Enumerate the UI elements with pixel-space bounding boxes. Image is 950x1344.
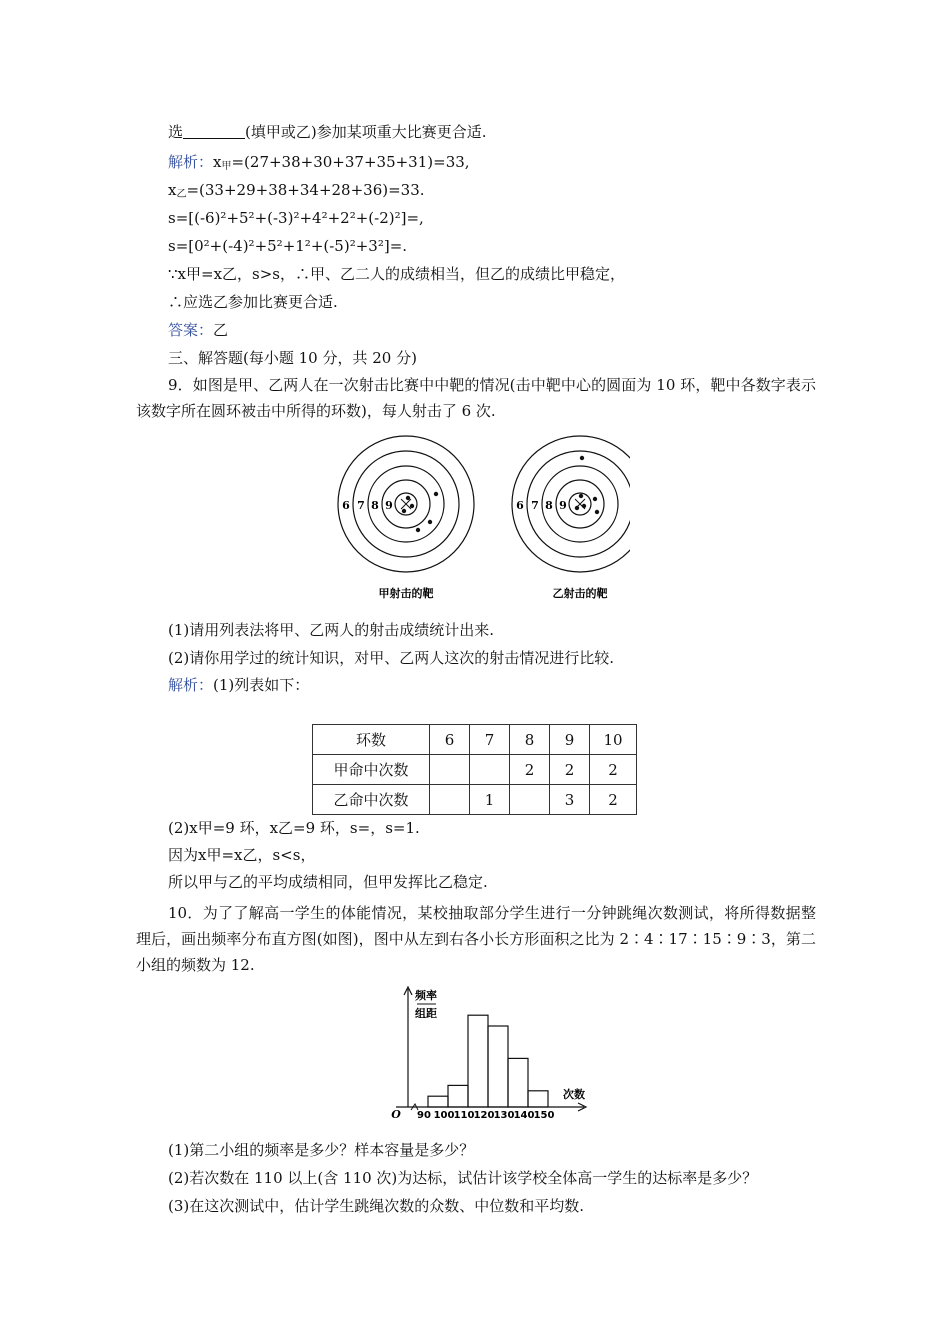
target-a xyxy=(338,436,474,572)
score-table xyxy=(312,724,637,815)
ring-label-7: 7 xyxy=(531,499,539,512)
ring-label-8: 8 xyxy=(545,499,553,512)
ring-label-9: 9 xyxy=(385,499,393,512)
histogram-bar-120-130 xyxy=(488,1026,508,1107)
table-cell: 2 xyxy=(590,785,637,815)
histogram-bar-90-100 xyxy=(428,1096,448,1107)
hit-point xyxy=(406,496,410,500)
line-compare: ∵x甲=x乙，s>s，∴甲、乙二人的成绩相当，但乙的成绩比甲稳定， xyxy=(168,265,625,283)
q10-sub2: (2)若次数在 110 以上(含 110 次)为达标，试估计该学校全体高一学生的达标率是多少？ xyxy=(168,1169,758,1187)
solution-text: (1)列表如下： xyxy=(213,676,310,694)
answer-value: 乙 xyxy=(213,321,229,339)
q9-ans3: 因为x甲=x乙，s<s， xyxy=(168,846,316,864)
mean-subscript: 甲 xyxy=(221,161,232,172)
hit-point xyxy=(582,504,586,508)
table-cell: 2 xyxy=(550,755,590,785)
x-tick-label: 130 xyxy=(493,1110,515,1120)
line-mean-b xyxy=(168,180,425,205)
y-label-bottom: 组距 xyxy=(415,1007,437,1020)
text-fill-hint: (填甲或乙)参加某项重大比赛更合适. xyxy=(245,123,487,141)
table-header-cell: 6 xyxy=(430,725,470,755)
ring-label-6: 6 xyxy=(342,499,350,512)
q9-sub2: (2)请你用学过的统计知识，对甲、乙两人这次的射击情况进行比较. xyxy=(168,649,615,667)
hit-point xyxy=(593,497,597,501)
hit-point xyxy=(579,494,583,498)
table-cell xyxy=(430,785,470,815)
x-axis-label: 次数 xyxy=(563,1088,585,1101)
x-tick-label: 120 xyxy=(473,1110,495,1120)
line-variance-a: s=[(-6)²+5²+(-3)²+4²+2²+(-2)²]=, xyxy=(168,209,424,227)
q10-text xyxy=(136,900,816,978)
line-fill-blank xyxy=(168,122,487,142)
hit-point xyxy=(416,528,420,532)
table-cell: 甲命中次数 xyxy=(313,755,430,785)
hit-point xyxy=(434,492,438,496)
line-variance-b: s=[0²+(-4)²+5²+1²+(-5)²+3²]=. xyxy=(168,237,408,255)
table-cell: 1 xyxy=(470,785,510,815)
x-tick-label: 140 xyxy=(513,1110,535,1120)
hit-point xyxy=(575,506,579,510)
q9-solution xyxy=(168,675,309,695)
table-header-cell: 7 xyxy=(470,725,510,755)
table-cell xyxy=(510,785,550,815)
table-cell: 3 xyxy=(550,785,590,815)
target-b xyxy=(512,436,630,572)
ring-label-7: 7 xyxy=(357,499,365,512)
table-cell: 2 xyxy=(590,755,637,785)
table-row xyxy=(313,755,637,785)
table-cell: 2 xyxy=(510,755,550,785)
table-cell xyxy=(430,755,470,785)
analysis-label: 解析： xyxy=(168,153,214,171)
mean-symbol: x xyxy=(168,181,177,199)
histogram-bar-130-140 xyxy=(508,1058,528,1107)
hit-point xyxy=(595,510,599,514)
table-cell xyxy=(470,755,510,785)
table-header-cell: 8 xyxy=(510,725,550,755)
q9-ans4: 所以甲与乙的平均成绩相同，但甲发挥比乙稳定. xyxy=(168,873,488,891)
section-heading: 三、解答题(每小题 10 分，共 20 分) xyxy=(168,349,417,367)
x-tick-label: 150 xyxy=(533,1110,555,1120)
hit-point xyxy=(580,456,584,460)
mean-subscript: 乙 xyxy=(176,189,187,200)
x-tick-label: 110 xyxy=(453,1110,475,1120)
x-tick-label: 100 xyxy=(433,1110,455,1120)
table-row xyxy=(313,785,637,815)
table-header-cell: 10 xyxy=(590,725,637,755)
x-tick-label: 90 xyxy=(417,1110,431,1120)
histogram-bar-140-150 xyxy=(528,1091,548,1107)
hit-point xyxy=(410,504,414,508)
origin-label: O xyxy=(391,1108,401,1120)
table-header-cell: 9 xyxy=(550,725,590,755)
targets-figure xyxy=(330,432,630,607)
q10-sub1: (1)第二小组的频率是多少？样本容量是多少？ xyxy=(168,1141,475,1159)
table-header-row xyxy=(313,725,637,755)
line-conclusion: ∴应选乙参加比赛更合适. xyxy=(168,293,338,311)
y-label-top: 频率 xyxy=(415,989,437,1002)
ring-label-8: 8 xyxy=(371,499,379,512)
ring-label-6: 6 xyxy=(516,499,524,512)
ring-label-9: 9 xyxy=(559,499,567,512)
line-mean-a xyxy=(168,152,470,177)
target-b-caption: 乙射击的靶 xyxy=(552,587,608,600)
table-cell: 乙命中次数 xyxy=(313,785,430,815)
histogram-bar-110-120 xyxy=(468,1015,488,1107)
q10-sub3: (3)在这次测试中，估计学生跳绳次数的众数、中位数和平均数. xyxy=(168,1197,585,1215)
target-a-caption: 甲射击的靶 xyxy=(378,587,434,600)
table-header-cell: 环数 xyxy=(313,725,430,755)
q9-ans2: (2)x甲=9 环，x乙=9 环，s=，s=1. xyxy=(168,819,420,837)
histogram-bar-100-110 xyxy=(448,1085,468,1107)
mean-symbol: x xyxy=(213,153,222,171)
q10-text-content: 10．为了了解高一学生的体能情况，某校抽取部分学生进行一分钟跳绳次数测试，将所得数据整理后，画出频率分布直方图(如图)，图中从左到右各小长方形面积之比为 2∶4∶17∶15∶9∶3，第二小组的频数为 12. xyxy=(136,904,816,974)
analysis-label: 解析： xyxy=(168,676,214,694)
line-answer xyxy=(168,320,228,340)
answer-label: 答案： xyxy=(168,321,214,339)
mean-b-formula: =(33+29+38+34+28+36)=33. xyxy=(186,181,425,199)
q9-text xyxy=(136,372,816,424)
hit-point xyxy=(428,520,432,524)
q9-text-content: 9．如图是甲、乙两人在一次射击比赛中中靶的情况(击中靶中心的圆面为 10 环，靶中各数字表示该数字所在圆环被击中所得的环数)，每人射击了 6 次. xyxy=(136,376,816,420)
histogram-chart xyxy=(388,985,598,1120)
q9-sub1: (1)请用列表法将甲、乙两人的射击成绩统计出来. xyxy=(168,621,495,639)
answer-blank xyxy=(183,124,245,139)
text-select: 选 xyxy=(168,123,184,141)
hit-point xyxy=(402,509,406,513)
mean-a-formula: =(27+38+30+37+35+31)=33, xyxy=(231,153,470,171)
